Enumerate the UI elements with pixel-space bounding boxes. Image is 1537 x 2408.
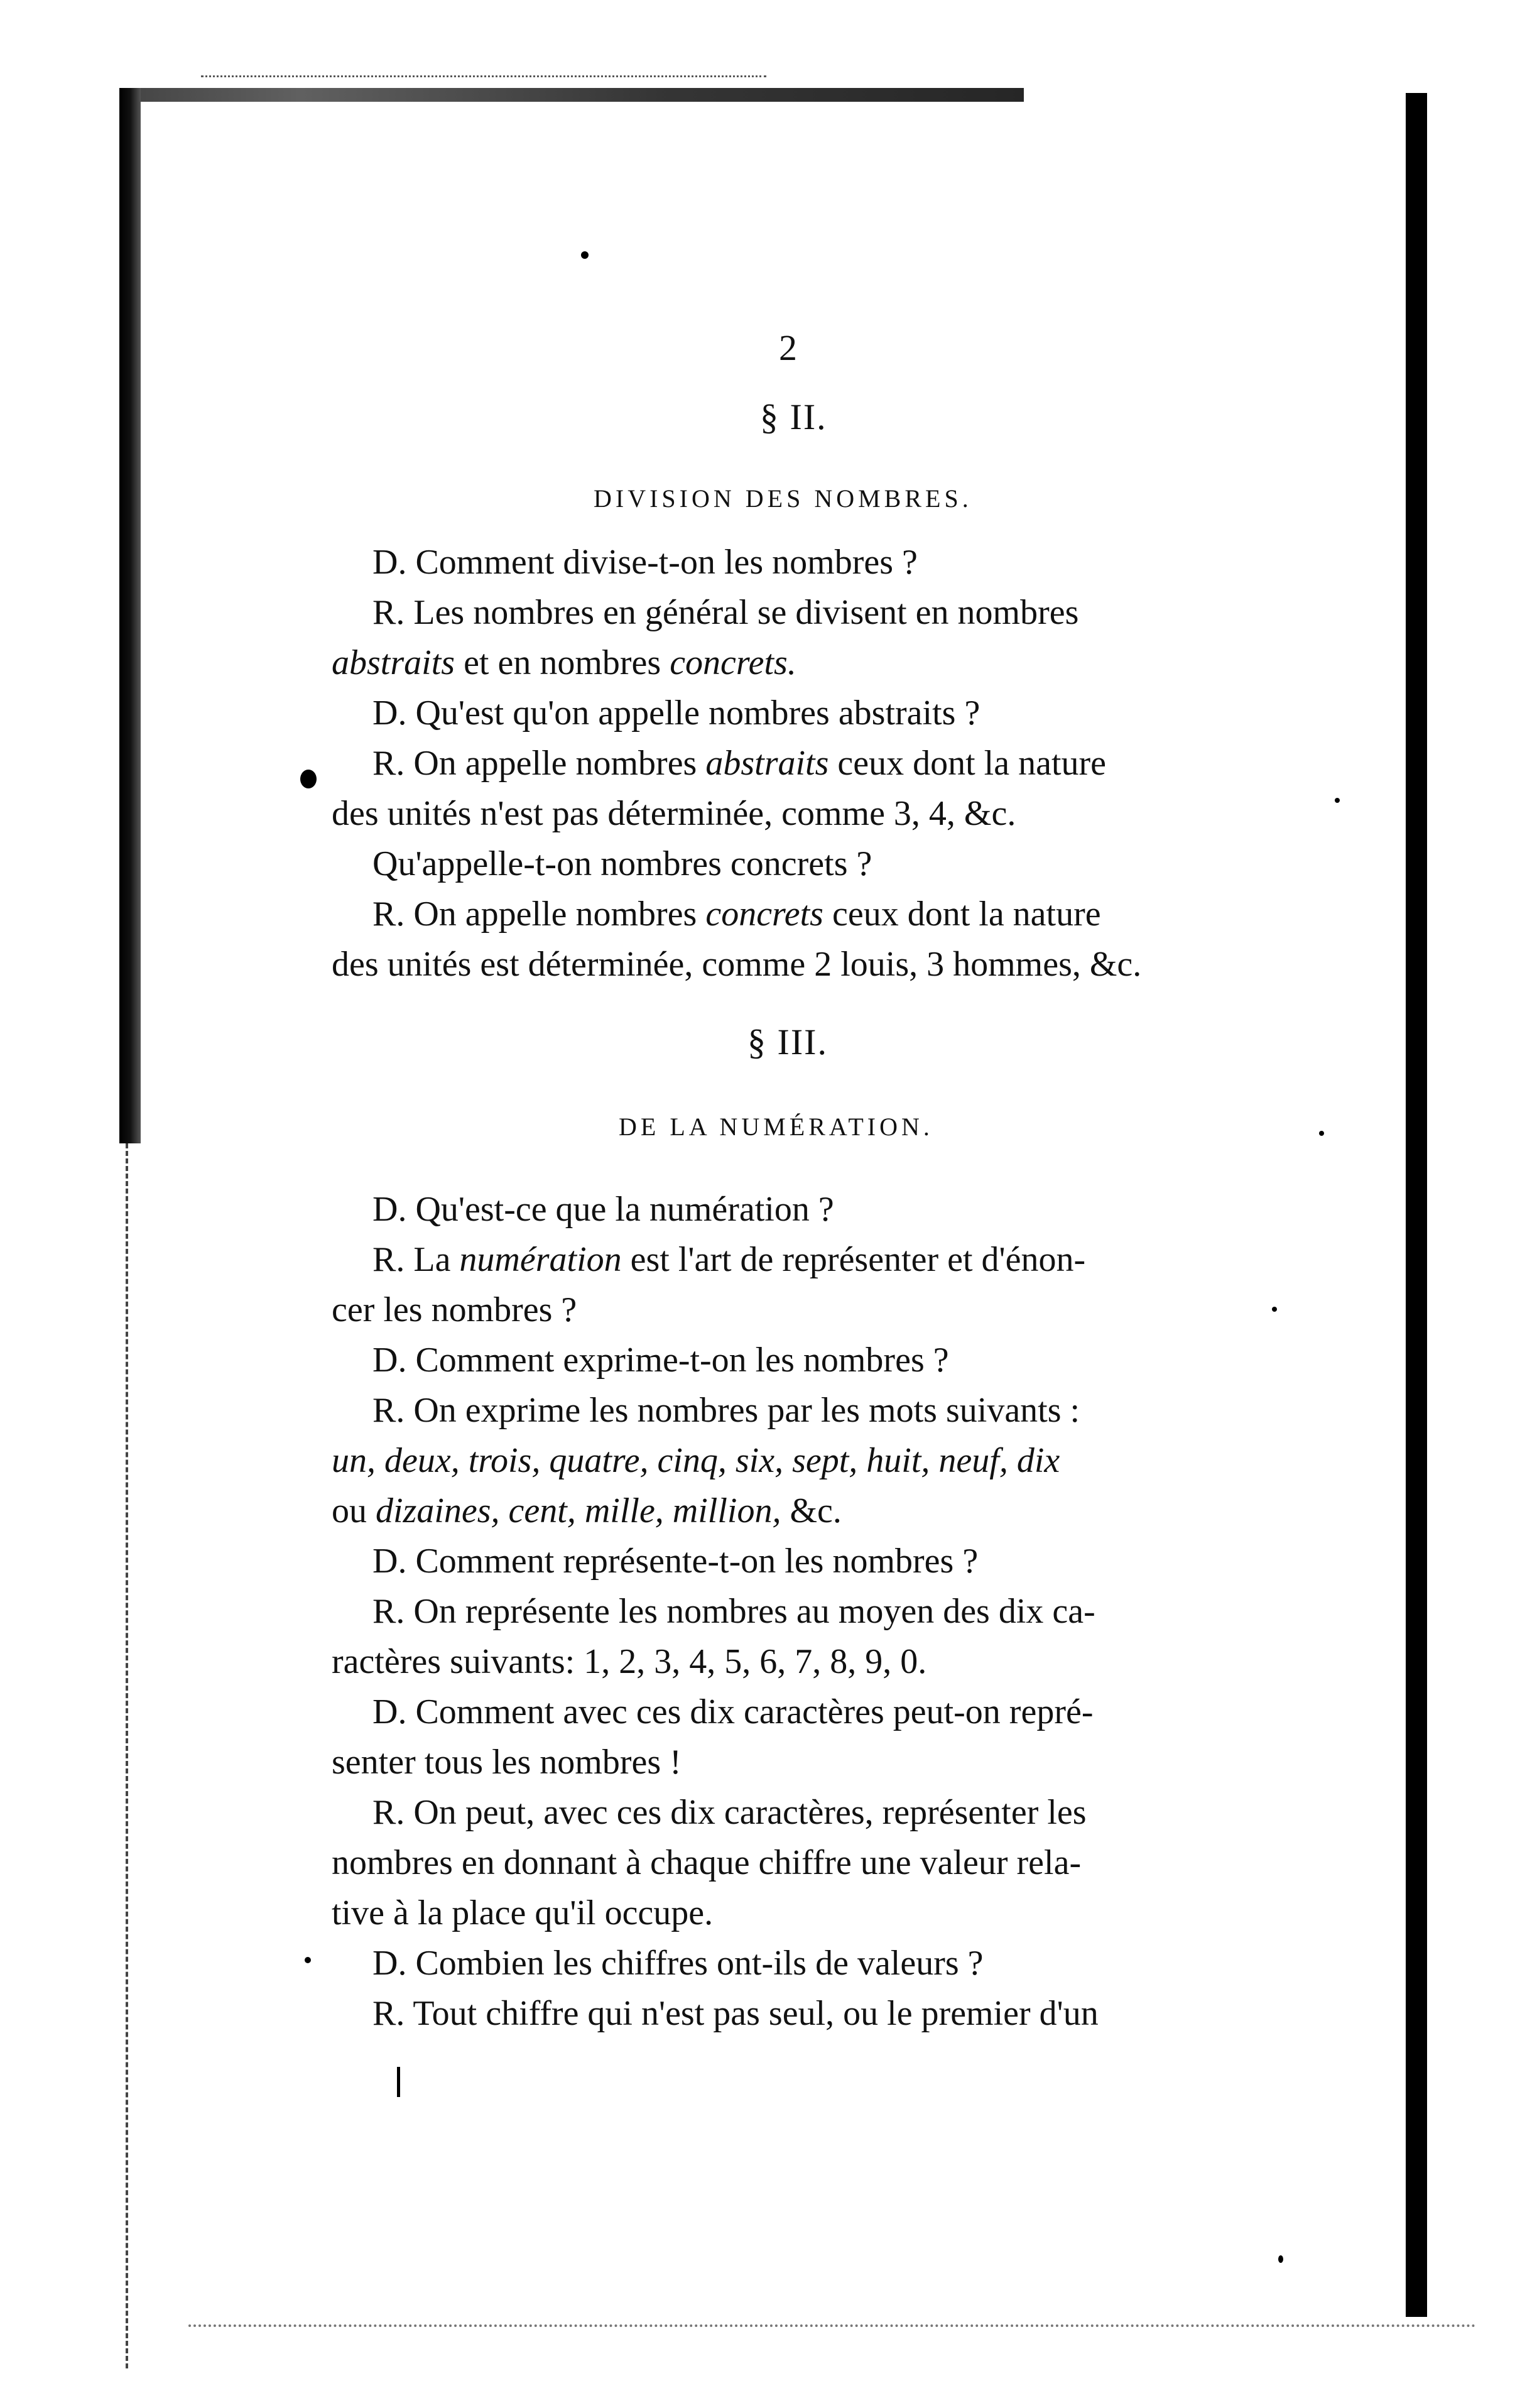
text-line: D. Comment exprime-t-on les nombres ? xyxy=(372,1341,949,1380)
text-line: D. Comment représente-t-on les nombres ? xyxy=(372,1542,979,1581)
text-line: Qu'appelle-t-on nombres concrets ? xyxy=(372,844,872,883)
text-line: R. Tout chiffre qui n'est pas seul, ou le premier d'un xyxy=(372,1994,1099,2033)
ink-stroke xyxy=(397,2067,400,2097)
text-line: D. Qu'est-ce que la numération ? xyxy=(372,1190,834,1229)
text-line: R. On appelle nombres abstraits ceux dont la nature xyxy=(372,744,1107,783)
scan-artifact-left-dashes xyxy=(126,1143,134,2368)
text-line: cer les nombres ? xyxy=(332,1290,577,1329)
scan-artifact-right-border xyxy=(1406,93,1427,2317)
ink-speck xyxy=(300,770,317,788)
text-line: D. Comment avec ces dix caractères peut-on repré- xyxy=(372,1692,1094,1731)
ink-speck xyxy=(1278,2255,1283,2263)
text-line: D. Qu'est qu'on appelle nombres abstraits ? xyxy=(372,694,980,733)
text-line: ractères suivants: 1, 2, 3, 4, 5, 6, 7, 8, 9, 0. xyxy=(332,1642,927,1681)
text-line: un, deux, trois, quatre, cinq, six, sept, huit, neuf, dix xyxy=(332,1441,1060,1480)
text-line: des unités est déterminée, comme 2 louis, 3 hommes, &c. xyxy=(332,945,1142,984)
ink-speck xyxy=(581,251,589,259)
scan-artifact-left-border xyxy=(119,88,141,1143)
text-line: R. La numération est l'art de représenter et d'énon- xyxy=(372,1240,1086,1279)
text-line: nombres en donnant à chaque chiffre une valeur rela- xyxy=(332,1843,1082,1882)
ink-speck xyxy=(1335,798,1340,803)
text-line: des unités n'est pas déterminée, comme 3, 4, &c. xyxy=(332,794,1016,833)
text-line: R. On peut, avec ces dix caractères, représenter les xyxy=(372,1793,1087,1832)
text-line: D. Comment divise-t-on les nombres ? xyxy=(372,543,918,582)
scan-artifact-top-dots xyxy=(201,75,766,82)
text-line: R. On appelle nombres concrets ceux dont la nature xyxy=(372,895,1101,934)
ink-speck xyxy=(305,1957,311,1963)
text-line: R. Les nombres en général se divisent en nombres xyxy=(372,593,1079,632)
text-line: abstraits et en nombres concrets. xyxy=(332,643,796,682)
section-heading-ii: DIVISION DES NOMBRES. xyxy=(594,484,972,513)
text-line: ou dizaines, cent, mille, million, &c. xyxy=(332,1491,842,1530)
text-line: senter tous les nombres ! xyxy=(332,1743,682,1782)
scan-artifact-bottom-dots xyxy=(188,2324,1476,2331)
text-line: R. On exprime les nombres par les mots suivants : xyxy=(372,1391,1080,1430)
ink-speck xyxy=(1319,1131,1324,1136)
page-number: 2 xyxy=(779,327,797,368)
text-line: tive à la place qu'il occupe. xyxy=(332,1893,714,1932)
section-mark-iii: § III. xyxy=(747,1021,828,1062)
scan-artifact-top-border xyxy=(119,88,1024,102)
text-line: R. On représente les nombres au moyen des dix ca- xyxy=(372,1592,1095,1631)
section-mark-ii: § II. xyxy=(760,396,827,437)
section-heading-iii: DE LA NUMÉRATION. xyxy=(619,1113,933,1141)
text-line: D. Combien les chiffres ont-ils de valeurs ? xyxy=(372,1944,984,1983)
